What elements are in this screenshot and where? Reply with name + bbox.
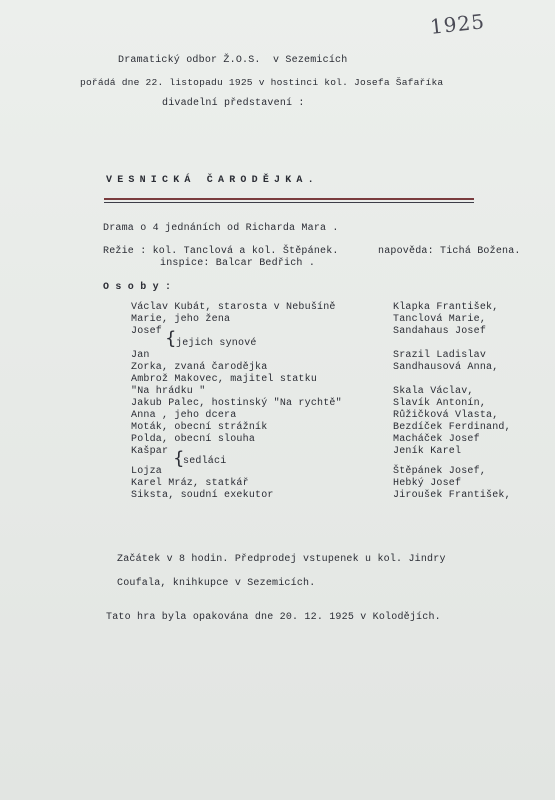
- role-item: Josef: [131, 326, 163, 337]
- footer-line-1: Začátek v 8 hodin. Předprodej vstupenek u kol. Jindry: [117, 554, 446, 565]
- subtitle: Drama o 4 jednáních od Richarda Mara .: [103, 223, 339, 234]
- role-item: Marie, jeho žena: [131, 314, 231, 325]
- role-item: Václav Kubát, starosta v Nebušíně: [131, 302, 336, 313]
- role-item: Zorka, zvaná čarodějka: [131, 362, 268, 373]
- actor-item: Srazil Ladislav: [393, 350, 487, 361]
- title-underline-red: [104, 198, 474, 200]
- actor-item: Růžičková Vlasta,: [393, 410, 499, 421]
- actor-item: Jiroušek František,: [393, 490, 511, 501]
- brothers-label: jejich synové: [176, 338, 257, 349]
- header-line-3: divadelní představení :: [162, 98, 305, 109]
- role-item: Karel Mráz, statkář: [131, 478, 249, 489]
- credits-inspice: inspice: Balcar Bedřich .: [160, 258, 316, 269]
- role-item: Jan: [131, 350, 150, 361]
- actor-item: Tanclová Marie,: [393, 314, 487, 325]
- play-title: VESNICKÁ ČARODĚJKA.: [106, 175, 319, 186]
- role-item: Polda, obecní slouha: [131, 434, 256, 445]
- actor-item: Slavík Antonín,: [393, 398, 487, 409]
- actor-item: Hebký Josef: [393, 478, 462, 489]
- role-item: Jakub Palec, hostinský "Na rychtě": [131, 398, 342, 409]
- brace-farmers: {: [173, 448, 185, 469]
- role-item: "Na hrádku ": [131, 386, 206, 397]
- role-item: Anna , jeho dcera: [131, 410, 237, 421]
- header-line-1: Dramatický odbor Ž.O.S. v Sezemicích: [118, 55, 348, 66]
- role-item: Ambrož Makovec, majitel statku: [131, 374, 318, 385]
- farmers-label: sedláci: [183, 456, 227, 467]
- actor-item: Klapka František,: [393, 302, 499, 313]
- actor-item: Sandhausová Anna,: [393, 362, 499, 373]
- actor-item: Sandahaus Josef: [393, 326, 487, 337]
- actor-item: Macháček Josef: [393, 434, 480, 445]
- brace-brothers: {: [165, 328, 177, 349]
- persons-heading: O s o b y :: [103, 282, 172, 293]
- role-item: Siksta, soudní exekutor: [131, 490, 274, 501]
- actor-item: Jeník Karel: [393, 446, 462, 457]
- credits-prompter: napověda: Tichá Božena.: [378, 246, 521, 257]
- footer-line-3: Tato hra byla opakována dne 20. 12. 1925 v Kolodějích.: [106, 612, 441, 623]
- credits-directing: Režie : kol. Tanclová a kol. Štěpánek.: [103, 246, 339, 257]
- actor-item: Skala Václav,: [393, 386, 474, 397]
- role-item: Kašpar: [131, 446, 169, 457]
- header-line-2: pořádá dne 22. listopadu 1925 v hostinci kol. Josefa Šafaříka: [80, 77, 444, 88]
- role-item: Moták, obecní strážník: [131, 422, 268, 433]
- actor-item: Štěpánek Josef,: [393, 466, 487, 477]
- handwritten-year: 1925: [428, 9, 487, 39]
- role-item: Lojza: [131, 466, 163, 477]
- footer-line-2: Coufala, knihkupce v Sezemicích.: [117, 578, 316, 589]
- actor-item: Bezdíček Ferdinand,: [393, 422, 511, 433]
- title-underline-dark: [104, 202, 474, 203]
